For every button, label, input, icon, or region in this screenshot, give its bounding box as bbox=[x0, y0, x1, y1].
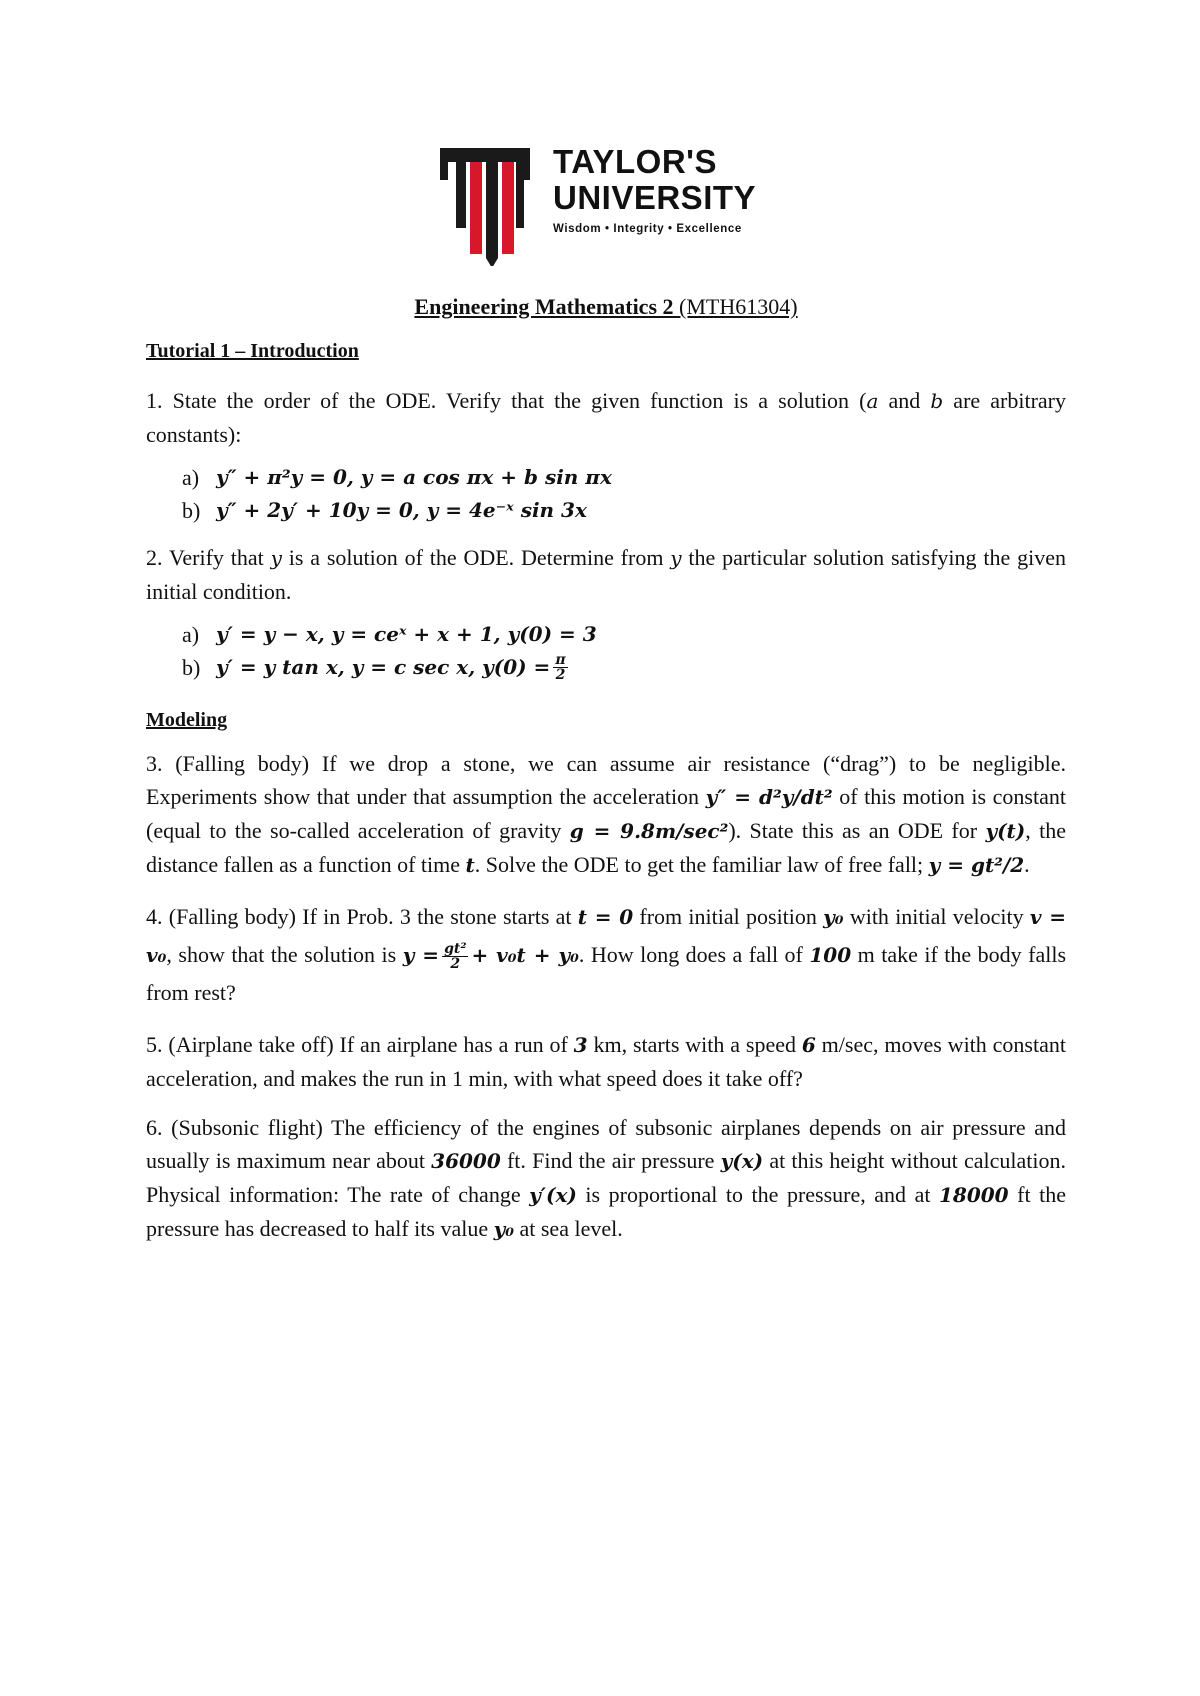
part-label: b) bbox=[182, 498, 201, 523]
q4-text-4: , show that the solution is bbox=[166, 942, 403, 967]
q4-text-3: with initial velocity bbox=[843, 904, 1030, 929]
q5-text-1: 5. (Airplane take off) If an airplane has a run of bbox=[146, 1032, 574, 1057]
question-1-text bbox=[146, 384, 1066, 451]
q6-math-1: 36000 bbox=[431, 1149, 501, 1173]
q3-text-1: 3. (Falling body) If we drop a stone, we can assume air resistance (“drag”) to be negligible. Experiments show that under that assumption the acceleration bbox=[146, 751, 1066, 809]
fraction bbox=[553, 653, 567, 682]
q3-math-1: y″ = d²y/dt² bbox=[705, 785, 833, 809]
q1-var-a: a bbox=[866, 389, 879, 413]
q3-math-5: y = gt²/2 bbox=[928, 853, 1025, 877]
q4-math-2: y₀ bbox=[823, 905, 844, 929]
part-label: a) bbox=[182, 465, 200, 490]
logo-emblem-icon bbox=[440, 146, 540, 266]
q1-and: and bbox=[878, 388, 931, 413]
q6-math-5: y₀ bbox=[493, 1217, 514, 1241]
q5-text-2: km, starts with a speed bbox=[587, 1032, 802, 1057]
question-5-text bbox=[146, 1028, 1066, 1095]
q1-text-b: are arbitrary constants): bbox=[146, 388, 1066, 447]
q4-math-5: + v₀t + y₀ bbox=[471, 943, 579, 967]
question-5 bbox=[146, 1028, 1066, 1095]
q4-text-5: . How long does a fall of bbox=[578, 942, 810, 967]
question-2b bbox=[182, 651, 1066, 684]
question-3-text bbox=[146, 747, 1066, 882]
university-logo bbox=[440, 143, 770, 266]
q6-math-2: y(x) bbox=[720, 1149, 764, 1173]
q3-math-2: g = 9.8m/sec² bbox=[569, 819, 729, 843]
q3-math-4: t bbox=[465, 853, 475, 877]
equation: y″ + 2y′ + 10y = 0, y = 4e⁻ˣ sin 3x bbox=[216, 498, 587, 522]
equation: y′ = y tan x, y = c sec x, y(0) = bbox=[216, 655, 551, 679]
q1-var-b: b bbox=[930, 389, 944, 413]
q6-text-1: 6. (Subsonic flight) The efficiency of the engines of subsonic airplanes depends on air pressure and usually is maximum near about bbox=[146, 1115, 1066, 1173]
q6-text-3: at this height without calculation. Physical information: The rate of change bbox=[146, 1148, 1067, 1207]
q6-text-6: at sea level. bbox=[513, 1216, 623, 1241]
course-code: (MTH61304) bbox=[679, 294, 798, 319]
q5-math-1: 3 bbox=[573, 1033, 588, 1057]
question-2a bbox=[182, 618, 1066, 651]
q3-math-3: y(t) bbox=[985, 819, 1026, 843]
q6-math-4: 18000 bbox=[939, 1183, 1009, 1207]
q3-text-3: ). State this as an ODE for bbox=[728, 818, 986, 843]
q6-text-2: ft. Find the air pressure bbox=[500, 1148, 721, 1173]
q4-math-3: v = v₀ bbox=[146, 905, 1067, 967]
logo-wordmark bbox=[553, 144, 756, 235]
q3-text-5: . Solve the ODE to get the familiar law of free fall; bbox=[474, 852, 929, 877]
question-1a bbox=[182, 461, 1066, 494]
q5-math-2: 6 bbox=[801, 1033, 816, 1057]
question-4 bbox=[146, 898, 1066, 1012]
logo-tagline: Wisdom • Integrity • Excellence bbox=[553, 223, 742, 235]
question-6 bbox=[146, 1111, 1066, 1246]
logo-name-line2: UNIVERSITY bbox=[553, 179, 757, 216]
q3-text-6: . bbox=[1024, 852, 1030, 877]
q4-math-4: y = bbox=[402, 943, 440, 967]
fraction-numerator: gt² bbox=[444, 941, 467, 958]
q6-text-5: ft the pressure has decreased to half its value bbox=[146, 1182, 1066, 1241]
document-body bbox=[146, 290, 1066, 1246]
part-label: a) bbox=[182, 622, 200, 647]
q2-var-y2: y bbox=[670, 546, 682, 570]
question-2 bbox=[146, 541, 1066, 684]
equation: y′ = y − x, y = ceˣ + x + 1, y(0) = 3 bbox=[216, 622, 597, 646]
equation: y″ + π²y = 0, y = a cos πx + b sin πx bbox=[216, 465, 612, 489]
q2-var-y1: y bbox=[270, 546, 282, 570]
question-1b bbox=[182, 494, 1066, 527]
part-label: b) bbox=[182, 655, 201, 680]
question-4-text bbox=[146, 898, 1066, 1012]
fraction-denominator: 2 bbox=[450, 956, 461, 973]
q2-text-3: the particular solution satisfying the given initial condition. bbox=[146, 545, 1066, 604]
fraction-denominator: 2 bbox=[555, 667, 566, 683]
question-1-parts bbox=[182, 461, 1066, 527]
question-6-text bbox=[146, 1111, 1066, 1246]
question-2-parts bbox=[182, 618, 1066, 684]
fraction bbox=[442, 942, 468, 971]
course-title: Engineering Mathematics 2 bbox=[414, 294, 674, 319]
q4-text-1: 4. (Falling body) If in Prob. 3 the stone starts at bbox=[146, 904, 578, 929]
q4-text-2: from initial position bbox=[633, 904, 824, 929]
question-2-text bbox=[146, 541, 1066, 608]
logo-name-line1: TAYLOR'S bbox=[553, 143, 718, 180]
q4-math-1: t = 0 bbox=[577, 905, 634, 929]
q3-text-2: of this motion is constant (equal to the so-called acceleration of gravity bbox=[146, 784, 1066, 843]
tutorial-heading: Tutorial 1 – Introduction bbox=[146, 340, 359, 362]
q2-text-2: is a solution of the ODE. Determine from bbox=[281, 545, 671, 570]
question-1 bbox=[146, 384, 1066, 527]
q4-math-6: 100 bbox=[809, 943, 852, 967]
question-3 bbox=[146, 747, 1066, 882]
q6-text-4: is proportional to the pressure, and at bbox=[576, 1182, 939, 1207]
q5-text-3: m/sec, moves with constant acceleration, and makes the run in 1 min, with what speed does it take off? bbox=[146, 1032, 1066, 1091]
q2-text-1: 2. Verify that bbox=[146, 545, 271, 570]
q6-math-3: y′(x) bbox=[529, 1183, 577, 1207]
modeling-heading: Modeling bbox=[146, 709, 228, 731]
q3-text-4: , the distance fallen as a function of time bbox=[146, 818, 1066, 877]
q1-text-a: 1. State the order of the ODE. Verify that the given function is a solution ( bbox=[146, 388, 867, 413]
page-title bbox=[146, 290, 1066, 323]
fraction-numerator: π bbox=[555, 652, 566, 668]
q4-text-6: m take if the body falls from rest? bbox=[146, 942, 1067, 1005]
